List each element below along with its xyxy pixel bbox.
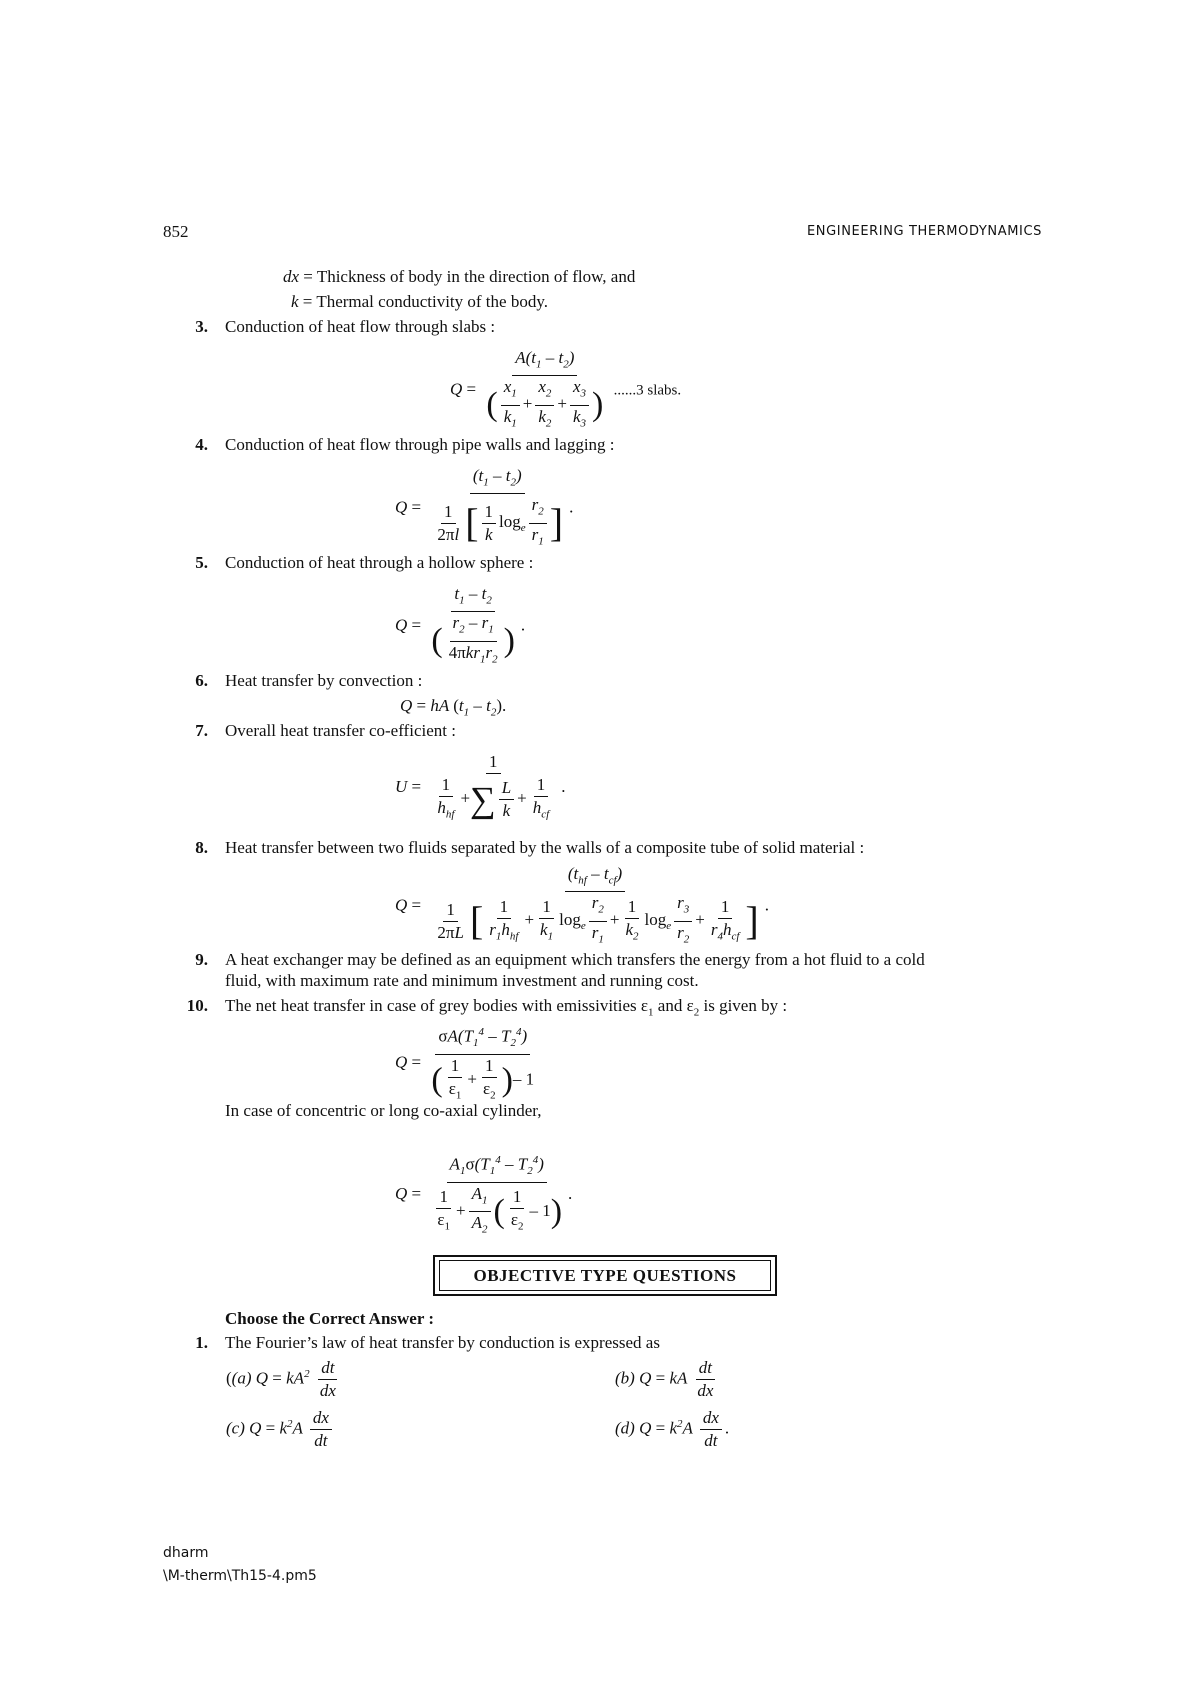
equation-slabs: Q = $A(t_1 - t_2)$ ( $\frac{x_1}{k_1}$ + $\frac{x_2}{k_2}$ + $\frac{x_3}{k_3}$ ) ......3 slabs. xyxy=(450,348,682,430)
item-number: 7. xyxy=(195,721,208,740)
item-number: 6. xyxy=(195,671,208,690)
item-text-end: is given by : xyxy=(703,996,788,1015)
item-text: Conduction of heat flow through pipe walls and lagging : xyxy=(225,435,615,454)
objective-heading-box xyxy=(433,1255,777,1296)
definition-symbol: dx xyxy=(283,267,300,286)
option-a-label: (a) xyxy=(231,1368,252,1388)
item-text: Overall heat transfer co-efficient : xyxy=(225,721,456,740)
item-text-grey-bodies: The net heat transfer in case of grey bodies with emissivities $\varepsilon_1$ and $\varepsilon_2$ is given by : xyxy=(225,996,788,1019)
item-number: 4. xyxy=(195,435,208,454)
item-text: The net heat transfer in case of grey bodies with emissivities xyxy=(225,996,637,1015)
definition-k xyxy=(291,292,548,312)
footer-line-1: dharm xyxy=(163,1545,209,1561)
item-text: A heat exchanger may be defined as an equipment which transfers the energy from a hot fluid to a cold xyxy=(225,950,925,969)
item-text: Heat transfer by convection : xyxy=(225,671,423,690)
footer-line-2: \M-therm\Th15-4.pm5 xyxy=(163,1568,317,1584)
definition-symbol: k xyxy=(291,292,299,311)
equation-pipe-walls: Q = $(t_1 - t_2)$ $\frac{1}{2\pi l}$ [ $\frac{1}{k}$ $\log_e$ $\frac{r_2}{r_1}$ ] . xyxy=(395,466,574,548)
question-text: The Fourier’s law of heat transfer by conduction is expressed as xyxy=(225,1333,660,1352)
option-d-label: (d) xyxy=(615,1418,635,1438)
item-text-continued: fluid, with maximum rate and minimum investment and running cost. xyxy=(225,971,699,990)
item-number: 3. xyxy=(195,317,208,336)
running-header-title: ENGINEERING THERMODYNAMICS xyxy=(806,224,1042,239)
item-text: Heat transfer between two fluids separated by the walls of a composite tube of solid material : xyxy=(225,838,865,857)
item-text: Conduction of heat flow through slabs : xyxy=(225,317,496,336)
equation-concentric-cylinder: Q = $A_1\sigma(T_1^4 - T_2^4)$ $\frac{1}{\varepsilon_1}$ + $\frac{A_1}{A_2}$ ( $\frac{1}{\varepsilon_2}$ – 1) . xyxy=(395,1150,572,1240)
option-c: (c) $Q = k^2A$ $\frac{dx}{dt}$ xyxy=(226,1408,335,1451)
item-text-and: and xyxy=(657,996,683,1015)
choose-correct-answer: Choose the Correct Answer : xyxy=(225,1309,434,1328)
definition-text: = Thickness of body in the direction of flow, and xyxy=(303,267,636,286)
item-number: 5. xyxy=(195,553,208,572)
definition-text: = Thermal conductivity of the body. xyxy=(302,292,548,311)
option-a: ((a) $Q = kA^2$ $\frac{dt}{dx}$ xyxy=(226,1358,336,1400)
slab-note: ......3 slabs. xyxy=(613,382,682,399)
item-number: 10. xyxy=(186,996,208,1015)
equation-convection: Q = hA $(t_1 - t_2)$. xyxy=(400,696,507,719)
option-d: (d) $Q = k^2A$ $\frac{dx}{dt}$ . xyxy=(615,1408,730,1450)
equation-overall-coefficient: U = 1 $\frac{1}{h_{hf}}$ +∑ $\frac{L}{k}$ + $\frac{1}{h_{cf}}$ . xyxy=(395,752,566,821)
option-b: (b) Q = kA $\frac{dt}{dx}$ xyxy=(615,1358,714,1400)
question-number: 1. xyxy=(195,1333,208,1352)
equation-hollow-sphere: Q = $t_1 - t_2$ ( $\frac{r_2 - r_1}{4\pi kr_1r_2}$ ) . xyxy=(395,584,526,666)
concentric-cylinder-text: In case of concentric or long co-axial cylinder, xyxy=(225,1101,542,1120)
equation-composite-tube: Q = $(t_{hf} - t_{cf})$ $\frac{1}{2\pi L}$ [ $\frac{1}{r_1h_{hf}}$ + $\frac{1}{k_1}$ $\log_e$ $\frac{r_2}{r_1}$ + $\frac{1}{k_2}$ $\log_e$ $\frac{r_3}{r_2}$ + $\frac{1}{r_4h_{cf}}$ ] . xyxy=(395,864,769,946)
item-number: 8. xyxy=(195,838,208,857)
page-number: 852 xyxy=(163,222,189,241)
equation-grey-bodies: Q = $\sigma A(T_1^4 - T_2^4)$ ( $\frac{1}{\varepsilon_1}$ + $\frac{1}{\varepsilon_2}$ )– 1 xyxy=(395,1022,540,1105)
objective-heading: OBJECTIVE TYPE QUESTIONS xyxy=(439,1260,771,1291)
item-number: 9. xyxy=(195,950,208,969)
definition-dx xyxy=(283,267,635,287)
item-text: Conduction of heat through a hollow sphere : xyxy=(225,553,534,572)
option-b-label: (b) xyxy=(615,1368,635,1388)
option-c-label: (c) xyxy=(226,1418,245,1438)
